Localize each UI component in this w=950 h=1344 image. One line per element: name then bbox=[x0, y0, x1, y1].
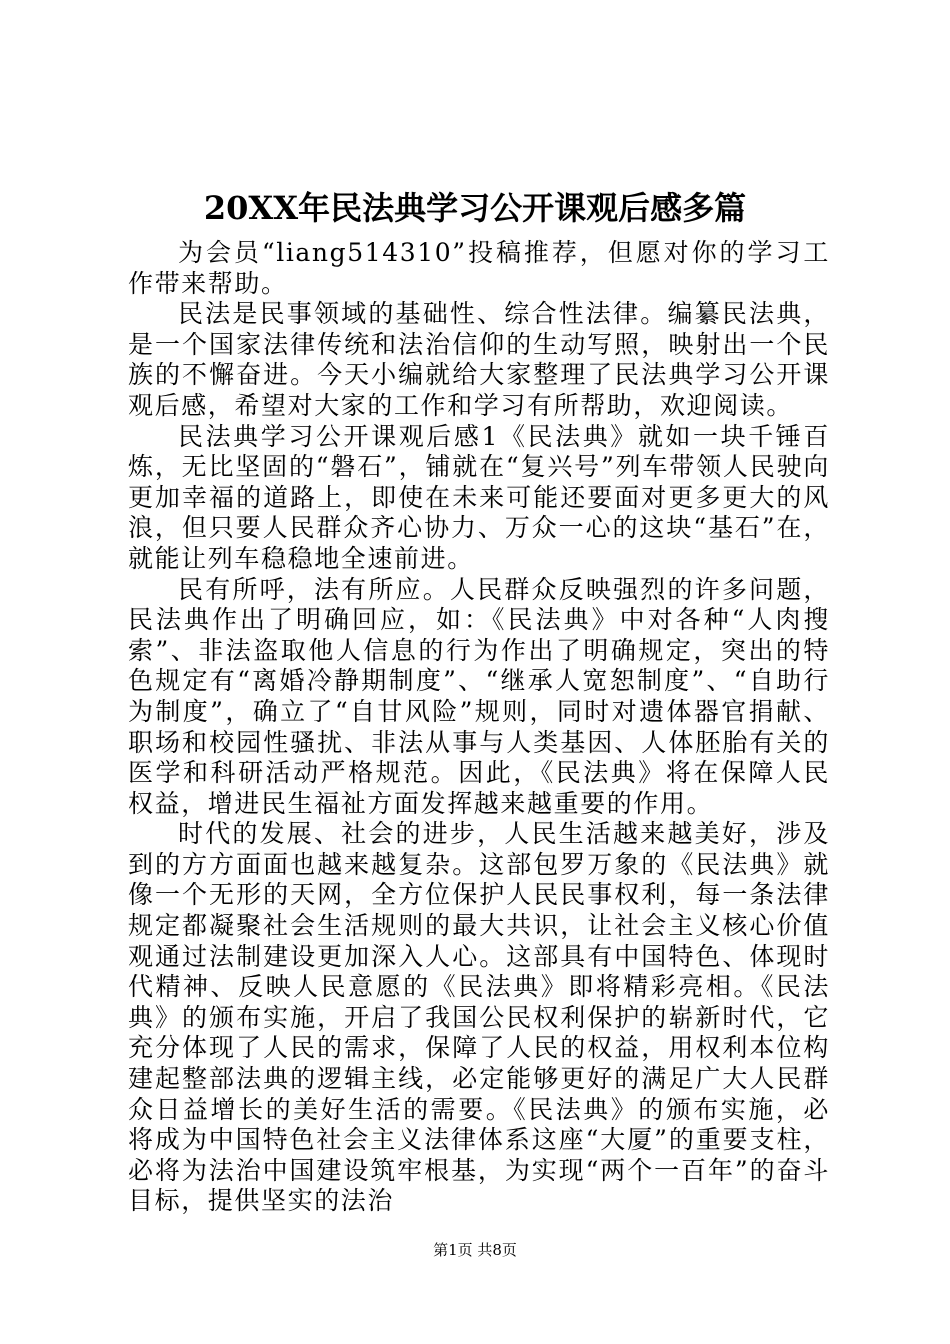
paragraph-intro: 为会员“liang514310”投稿推荐，但愿对你的学习工作带来帮助。 bbox=[128, 238, 830, 298]
page-footer: 第1页 共8页 bbox=[433, 1241, 517, 1259]
document-body bbox=[128, 238, 830, 1217]
paragraph-essay-2: 民有所呼，法有所应。人民群众反映强烈的许多问题，民法典作出了明确回应，如：《民法典》中对各种“人肉搜索”、非法盗取他人信息的行为作出了明确规定，突出的特色规定有“离婚冷静期制度”、“继承人宽恕制度”、“自助行为制度”，确立了“自甘风险”规则，同时对遗体器官捐献、职场和校园性骚扰、非法从事与人类基因、人体胚胎有关的医学和科研活动严格规范。因此，《民法典》将在保障人民权益，增进民生福祉方面发挥越来越重要的作用。 bbox=[128, 574, 830, 818]
paragraph-summary: 民法是民事领域的基础性、综合性法律。编纂民法典，是一个国家法律传统和法治信仰的生动写照，映射出一个民族的不懈奋进。今天小编就给大家整理了民法典学习公开课观后感，希望对大家的工作和学习有所帮助，欢迎阅读。 bbox=[128, 299, 830, 420]
paragraph-essay-3: 时代的发展、社会的进步，人民生活越来越美好，涉及到的方方面面也越来越复杂。这部包罗万象的《民法典》就像一个无形的天网，全方位保护人民民事权利，每一条法律规定都凝聚社会生活规则的最大共识，让社会主义核心价值观通过法制建设更加深入人心。这部具有中国特色、体现时代精神、反映人民意愿的《民法典》即将精彩亮相。《民法典》的颁布实施，开启了我国公民权利保护的崭新时代，它充分体现了人民的需求，保障了人民的权益，用权利本位构建起整部法典的逻辑主线，必定能够更好的满足广大人民群众日益增长的美好生活的需要。《民法典》的颁布实施，必将成为中国特色社会主义法律体系这座“大厦”的重要支柱，必将为法治中国建设筑牢根基，为实现“两个一百年”的奋斗目标，提供坚实的法治 bbox=[128, 819, 830, 1216]
document-title: 20XX年民法典学习公开课观后感多篇 bbox=[203, 189, 747, 227]
paragraph-essay-1: 民法典学习公开课观后感1《民法典》就如一块千锤百炼，无比坚固的“磐石”，铺就在“复兴号”列车带领人民驶向更加幸福的道路上，即使在未来可能还要面对更多更大的风浪，但只要人民群众齐心协力、万众一心的这块“基石”在，就能让列车稳稳地全速前进。 bbox=[128, 421, 830, 573]
